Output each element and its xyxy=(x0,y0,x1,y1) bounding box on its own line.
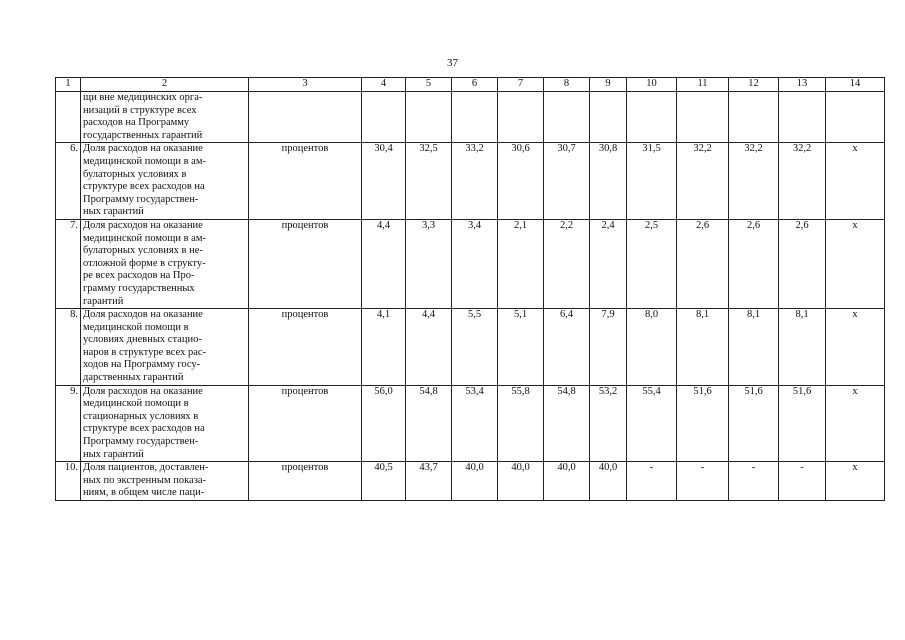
indicator-value: 30,6 xyxy=(498,143,544,220)
mark-cell xyxy=(826,92,885,143)
indicator-value: 2,5 xyxy=(627,219,677,308)
indicator-value: 40,5 xyxy=(362,462,406,501)
table-row xyxy=(56,143,885,220)
indicator-value: 2,6 xyxy=(677,219,729,308)
column-number-row xyxy=(56,78,885,92)
table-row xyxy=(56,385,885,462)
indicator-value: 32,5 xyxy=(406,143,452,220)
indicator-value: 4,1 xyxy=(362,309,406,386)
description-line: грамму государственных xyxy=(83,282,195,294)
column-number: 13 xyxy=(779,78,826,92)
description-line: ниям, в общем числе паци- xyxy=(83,487,205,499)
indicator-value: 40,0 xyxy=(498,462,544,501)
indicator-value: 43,7 xyxy=(406,462,452,501)
indicator-value xyxy=(544,92,590,143)
indicator-value: 6,4 xyxy=(544,309,590,386)
indicator-value: 55,4 xyxy=(627,385,677,462)
description-line: медицинской помощи в xyxy=(83,321,189,333)
table-row xyxy=(56,462,885,501)
indicator-value: 51,6 xyxy=(729,385,779,462)
description-line: стационарных условиях в xyxy=(83,410,199,422)
description-line: медицинской помощи в ам- xyxy=(83,232,206,244)
column-number: 14 xyxy=(826,78,885,92)
description-line: Доля расходов на оказание xyxy=(83,143,203,155)
indicator-value: 54,8 xyxy=(544,385,590,462)
column-number: 9 xyxy=(590,78,627,92)
indicator-value: - xyxy=(677,462,729,501)
description-line: расходов на Программу xyxy=(83,117,190,129)
indicator-value: 30,7 xyxy=(544,143,590,220)
description-line: низаций в структуре всех xyxy=(83,104,197,116)
indicator-value xyxy=(627,92,677,143)
description-line: Доля расходов на оказание xyxy=(83,219,203,231)
description-line: ходов на Программу госу- xyxy=(83,359,201,371)
unit-of-measure xyxy=(249,92,362,143)
mark-cell: х xyxy=(826,143,885,220)
indicator-value: 5,1 xyxy=(498,309,544,386)
column-number: 1 xyxy=(56,78,81,92)
indicator-value: 3,4 xyxy=(452,219,498,308)
unit-of-measure: процентов xyxy=(249,462,362,501)
description-line: государственных гарантий xyxy=(83,129,203,141)
indicator-value: 53,4 xyxy=(452,385,498,462)
description-line: структуре всех расходов на xyxy=(83,423,205,435)
description-line: медицинской помощи в xyxy=(83,398,189,410)
indicator-value xyxy=(362,92,406,143)
mark-cell: х xyxy=(826,219,885,308)
description-line: булаторных условиях в xyxy=(83,168,187,180)
mark-cell: х xyxy=(826,385,885,462)
indicator-description xyxy=(81,219,249,308)
description-line: Программу государствен- xyxy=(83,436,199,448)
indicator-value: 30,8 xyxy=(590,143,627,220)
description-line: булаторных условиях в не- xyxy=(83,245,203,257)
column-number: 5 xyxy=(406,78,452,92)
row-number: 9. xyxy=(56,385,81,462)
indicator-value: 51,6 xyxy=(677,385,729,462)
indicator-value: 40,0 xyxy=(590,462,627,501)
unit-of-measure: процентов xyxy=(249,219,362,308)
description-line: гарантий xyxy=(83,295,124,307)
indicator-value: 55,8 xyxy=(498,385,544,462)
description-line: Доля расходов на оказание xyxy=(83,385,203,397)
row-number: 8. xyxy=(56,309,81,386)
row-number xyxy=(56,92,81,143)
column-number: 12 xyxy=(729,78,779,92)
indicator-value: 8,1 xyxy=(779,309,826,386)
indicator-value xyxy=(498,92,544,143)
indicator-value: 40,0 xyxy=(452,462,498,501)
description-line: наров в структуре всех рас- xyxy=(83,346,207,358)
indicator-value xyxy=(779,92,826,143)
description-line: ных гарантий xyxy=(83,206,144,218)
column-number: 3 xyxy=(249,78,362,92)
indicator-value: 2,1 xyxy=(498,219,544,308)
indicator-value: 54,8 xyxy=(406,385,452,462)
indicator-value: 8,0 xyxy=(627,309,677,386)
indicator-value: 2,4 xyxy=(590,219,627,308)
page-number: 37 xyxy=(447,57,458,69)
unit-of-measure: процентов xyxy=(249,143,362,220)
description-line: Доля расходов на оказание xyxy=(83,309,203,321)
table-row xyxy=(56,92,885,143)
column-number: 8 xyxy=(544,78,590,92)
description-line: медицинской помощи в ам- xyxy=(83,155,206,167)
indicator-value: 3,3 xyxy=(406,219,452,308)
indicator-value: 4,4 xyxy=(406,309,452,386)
indicator-value xyxy=(590,92,627,143)
column-number: 6 xyxy=(452,78,498,92)
indicator-value xyxy=(677,92,729,143)
description-line: условиях дневных стацио- xyxy=(83,334,202,346)
table-row xyxy=(56,219,885,308)
indicator-value: - xyxy=(627,462,677,501)
indicator-value xyxy=(452,92,498,143)
indicator-description xyxy=(81,385,249,462)
indicator-value: 2,6 xyxy=(729,219,779,308)
indicator-value: 32,2 xyxy=(677,143,729,220)
description-line: Доля пациентов, доставлен- xyxy=(83,462,209,474)
indicator-description xyxy=(81,92,249,143)
description-line: щи вне медицинских орга- xyxy=(83,92,203,103)
indicator-value: - xyxy=(779,462,826,501)
table-row xyxy=(56,309,885,386)
indicator-value: 40,0 xyxy=(544,462,590,501)
column-number: 11 xyxy=(677,78,729,92)
description-line: ных по экстренным показа- xyxy=(83,474,207,486)
column-number: 7 xyxy=(498,78,544,92)
description-line: Программу государствен- xyxy=(83,193,199,205)
indicator-value: 4,4 xyxy=(362,219,406,308)
indicator-value: 56,0 xyxy=(362,385,406,462)
indicator-value: 32,2 xyxy=(729,143,779,220)
indicator-value xyxy=(406,92,452,143)
indicator-value: 2,6 xyxy=(779,219,826,308)
indicator-value: 53,2 xyxy=(590,385,627,462)
mark-cell: х xyxy=(826,309,885,386)
indicator-value: 2,2 xyxy=(544,219,590,308)
description-line: структуре всех расходов на xyxy=(83,181,205,193)
mark-cell: х xyxy=(826,462,885,501)
indicator-value: 7,9 xyxy=(590,309,627,386)
indicator-value: 30,4 xyxy=(362,143,406,220)
row-number: 6. xyxy=(56,143,81,220)
unit-of-measure: процентов xyxy=(249,385,362,462)
description-line: ре всех расходов на Про- xyxy=(83,270,195,282)
indicator-description xyxy=(81,143,249,220)
row-number: 7. xyxy=(56,219,81,308)
column-number: 4 xyxy=(362,78,406,92)
indicator-value: 51,6 xyxy=(779,385,826,462)
indicator-value: 32,2 xyxy=(779,143,826,220)
indicator-value: 5,5 xyxy=(452,309,498,386)
indicator-value xyxy=(729,92,779,143)
indicator-description xyxy=(81,309,249,386)
row-number: 10. xyxy=(56,462,81,501)
description-line: ных гарантий xyxy=(83,448,144,460)
indicator-description xyxy=(81,462,249,501)
indicator-value: 31,5 xyxy=(627,143,677,220)
indicators-table xyxy=(55,77,885,501)
indicator-value: 8,1 xyxy=(729,309,779,386)
column-number: 2 xyxy=(81,78,249,92)
description-line: отложной форме в структу- xyxy=(83,257,206,269)
indicator-value: 8,1 xyxy=(677,309,729,386)
unit-of-measure: процентов xyxy=(249,309,362,386)
column-number: 10 xyxy=(627,78,677,92)
indicator-value: 33,2 xyxy=(452,143,498,220)
indicator-value: - xyxy=(729,462,779,501)
description-line: дарственных гарантий xyxy=(83,372,184,384)
